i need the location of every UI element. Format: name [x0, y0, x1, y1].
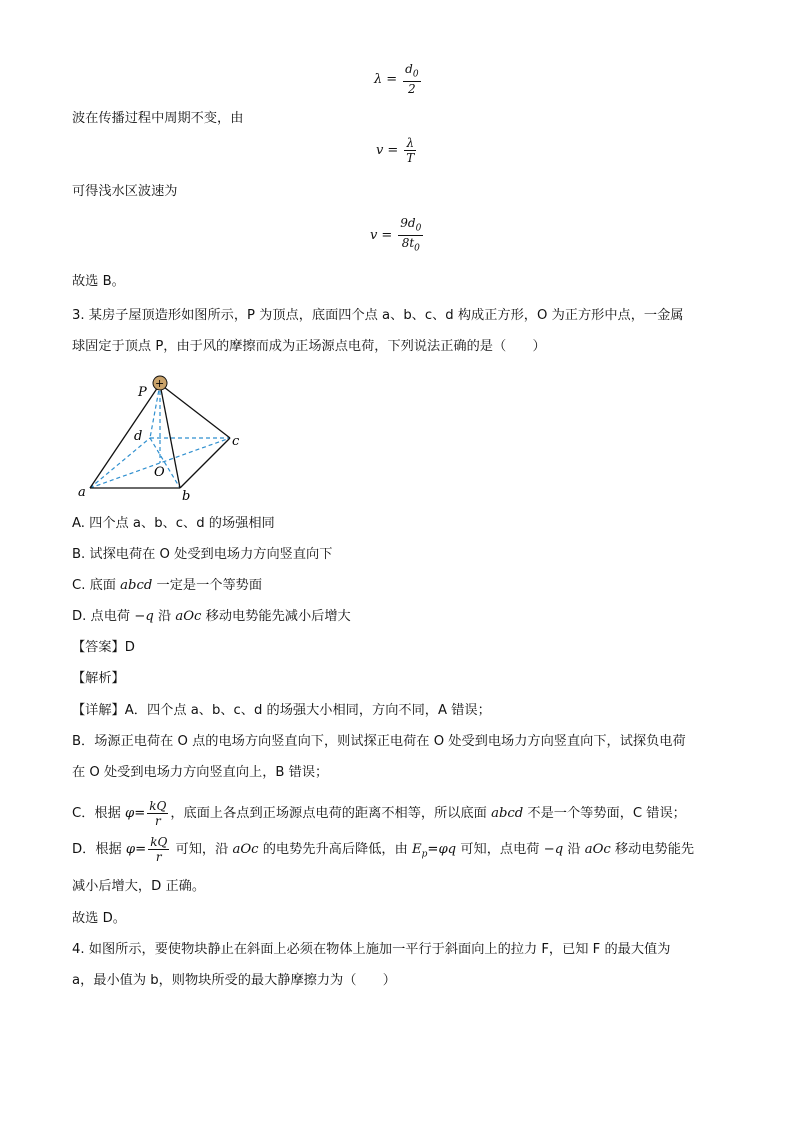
fraction-kq-r	[148, 835, 169, 864]
pyramid-figure	[72, 370, 262, 505]
equals-sign: =	[427, 842, 439, 857]
detail-b-line-2: 在 O 处受到电场力方向竖直向上，B 错误；	[72, 765, 329, 780]
label-d: d	[134, 429, 143, 444]
detail-d-suffix: 移动电势能先	[610, 842, 695, 857]
detail-d-line-1	[72, 832, 694, 873]
denominator: r	[155, 849, 162, 864]
math-phi: φ	[125, 842, 136, 857]
denominator: 2	[408, 82, 416, 97]
math-phiq: φq	[438, 842, 457, 857]
label-a: a	[78, 485, 86, 500]
charge-sign: +	[155, 377, 165, 390]
detail-d-text: 可知，沿	[171, 842, 233, 857]
option-d-suffix: 移动电势能先减小后增大	[201, 609, 351, 624]
option-d	[72, 608, 351, 626]
detail-c-prefix: C．根据	[72, 806, 125, 821]
formula-shallow-speed	[370, 216, 425, 256]
detail-d-text: 沿	[563, 842, 585, 857]
ep-subscript: p	[421, 849, 428, 860]
numerator: $9d_0$	[398, 216, 423, 236]
numerator: kQ	[149, 798, 167, 813]
question-3-line-2: 球固定于顶点 P，由于风的摩擦而成为正场源点电荷，下列说法正确的是（ ）	[72, 339, 546, 354]
detail-d-prefix: D．根据	[72, 842, 126, 857]
detail-c	[72, 796, 686, 832]
formula-lhs: v	[370, 228, 378, 244]
equals-sign: =	[134, 806, 146, 821]
math-neg-q: −q	[543, 842, 564, 857]
equals-sign: =	[386, 71, 398, 87]
detail-b-line-1: B．场源正电荷在 O 点的电场方向竖直向下，则试探正电荷在 O 处受到电场力方向竖直向下，试探负电荷	[72, 734, 686, 749]
fraction	[403, 62, 420, 96]
option-b: B. 试探电荷在 O 处受到电场力方向竖直向下	[72, 547, 333, 562]
formula-wavelength	[374, 62, 423, 96]
math-abcd: abcd	[491, 806, 524, 821]
formula-lhs: λ	[374, 71, 383, 87]
edge-pc	[160, 384, 230, 438]
fraction-kq-r	[147, 799, 168, 828]
fraction	[398, 216, 423, 256]
detail-d-text: 可知，点电荷	[456, 842, 544, 857]
option-c-prefix: C. 底面	[72, 578, 121, 593]
formula-speed	[376, 136, 418, 165]
choose-d: 故选 D。	[72, 911, 126, 926]
math-phi: φ	[124, 806, 135, 821]
label-p: P	[138, 385, 147, 400]
edge-bc	[180, 438, 230, 488]
answer-label: 【答案】D	[72, 640, 135, 655]
math-ep	[411, 842, 428, 860]
question-4-line-2: a，最小值为 b，则物块所受的最大静摩擦力为（ ）	[72, 973, 396, 988]
math-abcd: abcd	[120, 578, 153, 593]
edge-pa	[90, 384, 160, 488]
denominator: $8t_0$	[401, 236, 420, 254]
edge-ad	[90, 438, 150, 488]
option-c	[72, 577, 262, 595]
numerator: kQ	[150, 834, 168, 849]
option-a: A. 四个点 a、b、c、d 的场强相同	[72, 516, 275, 531]
detail-c-text: ，底面上各点到正场源点电荷的距离不相等，所以底面	[170, 806, 492, 821]
option-d-mid: 沿	[153, 609, 176, 624]
detail-c-suffix: 不是一个等势面，C 错误；	[523, 806, 686, 821]
equals-sign: =	[387, 143, 399, 158]
paragraph-shallow-speed: 可得浅水区波速为	[72, 184, 178, 199]
numerator: $d_0$	[403, 62, 420, 82]
fraction	[404, 136, 416, 165]
denominator: T	[406, 151, 415, 165]
detail-d-text: 的电势先升高后降低，由	[258, 842, 412, 857]
question-3-line-1: 3. 某房子屋顶造形如图所示，P 为顶点，底面四个点 a、b、c、d 构成正方形，O 为正方形中点，一金属	[72, 308, 684, 323]
option-c-suffix: 一定是一个等势面	[152, 578, 263, 593]
option-d-prefix: D. 点电荷	[72, 609, 135, 624]
math-path: aOc	[175, 609, 202, 624]
math-path: aOc	[584, 842, 611, 857]
equals-sign: =	[381, 228, 393, 244]
ep-symbol: E	[411, 842, 422, 857]
equals-sign: =	[135, 842, 147, 857]
question-4-line-1: 4. 如图所示，要使物块静止在斜面上必须在物体上施加一平行于斜面向上的拉力 F，已知 F 的最大值为	[72, 942, 671, 957]
math-neg-q: −q	[134, 609, 154, 624]
detail-a: 【详解】A．四个点 a、b、c、d 的场强大小相同，方向不同，A 错误；	[72, 703, 491, 718]
label-c: c	[232, 434, 240, 449]
analysis-label: 【解析】	[72, 671, 125, 686]
numerator: λ	[406, 136, 415, 150]
label-b: b	[182, 489, 191, 504]
formula-lhs: v	[376, 143, 384, 158]
paragraph-period: 波在传播过程中周期不变，由	[72, 111, 244, 126]
math-path: aOc	[232, 842, 259, 857]
denominator: r	[154, 813, 161, 828]
label-o: O	[154, 465, 165, 480]
choose-b: 故选 B。	[72, 274, 125, 289]
detail-d-line-2: 减小后增大，D 正确。	[72, 879, 206, 894]
